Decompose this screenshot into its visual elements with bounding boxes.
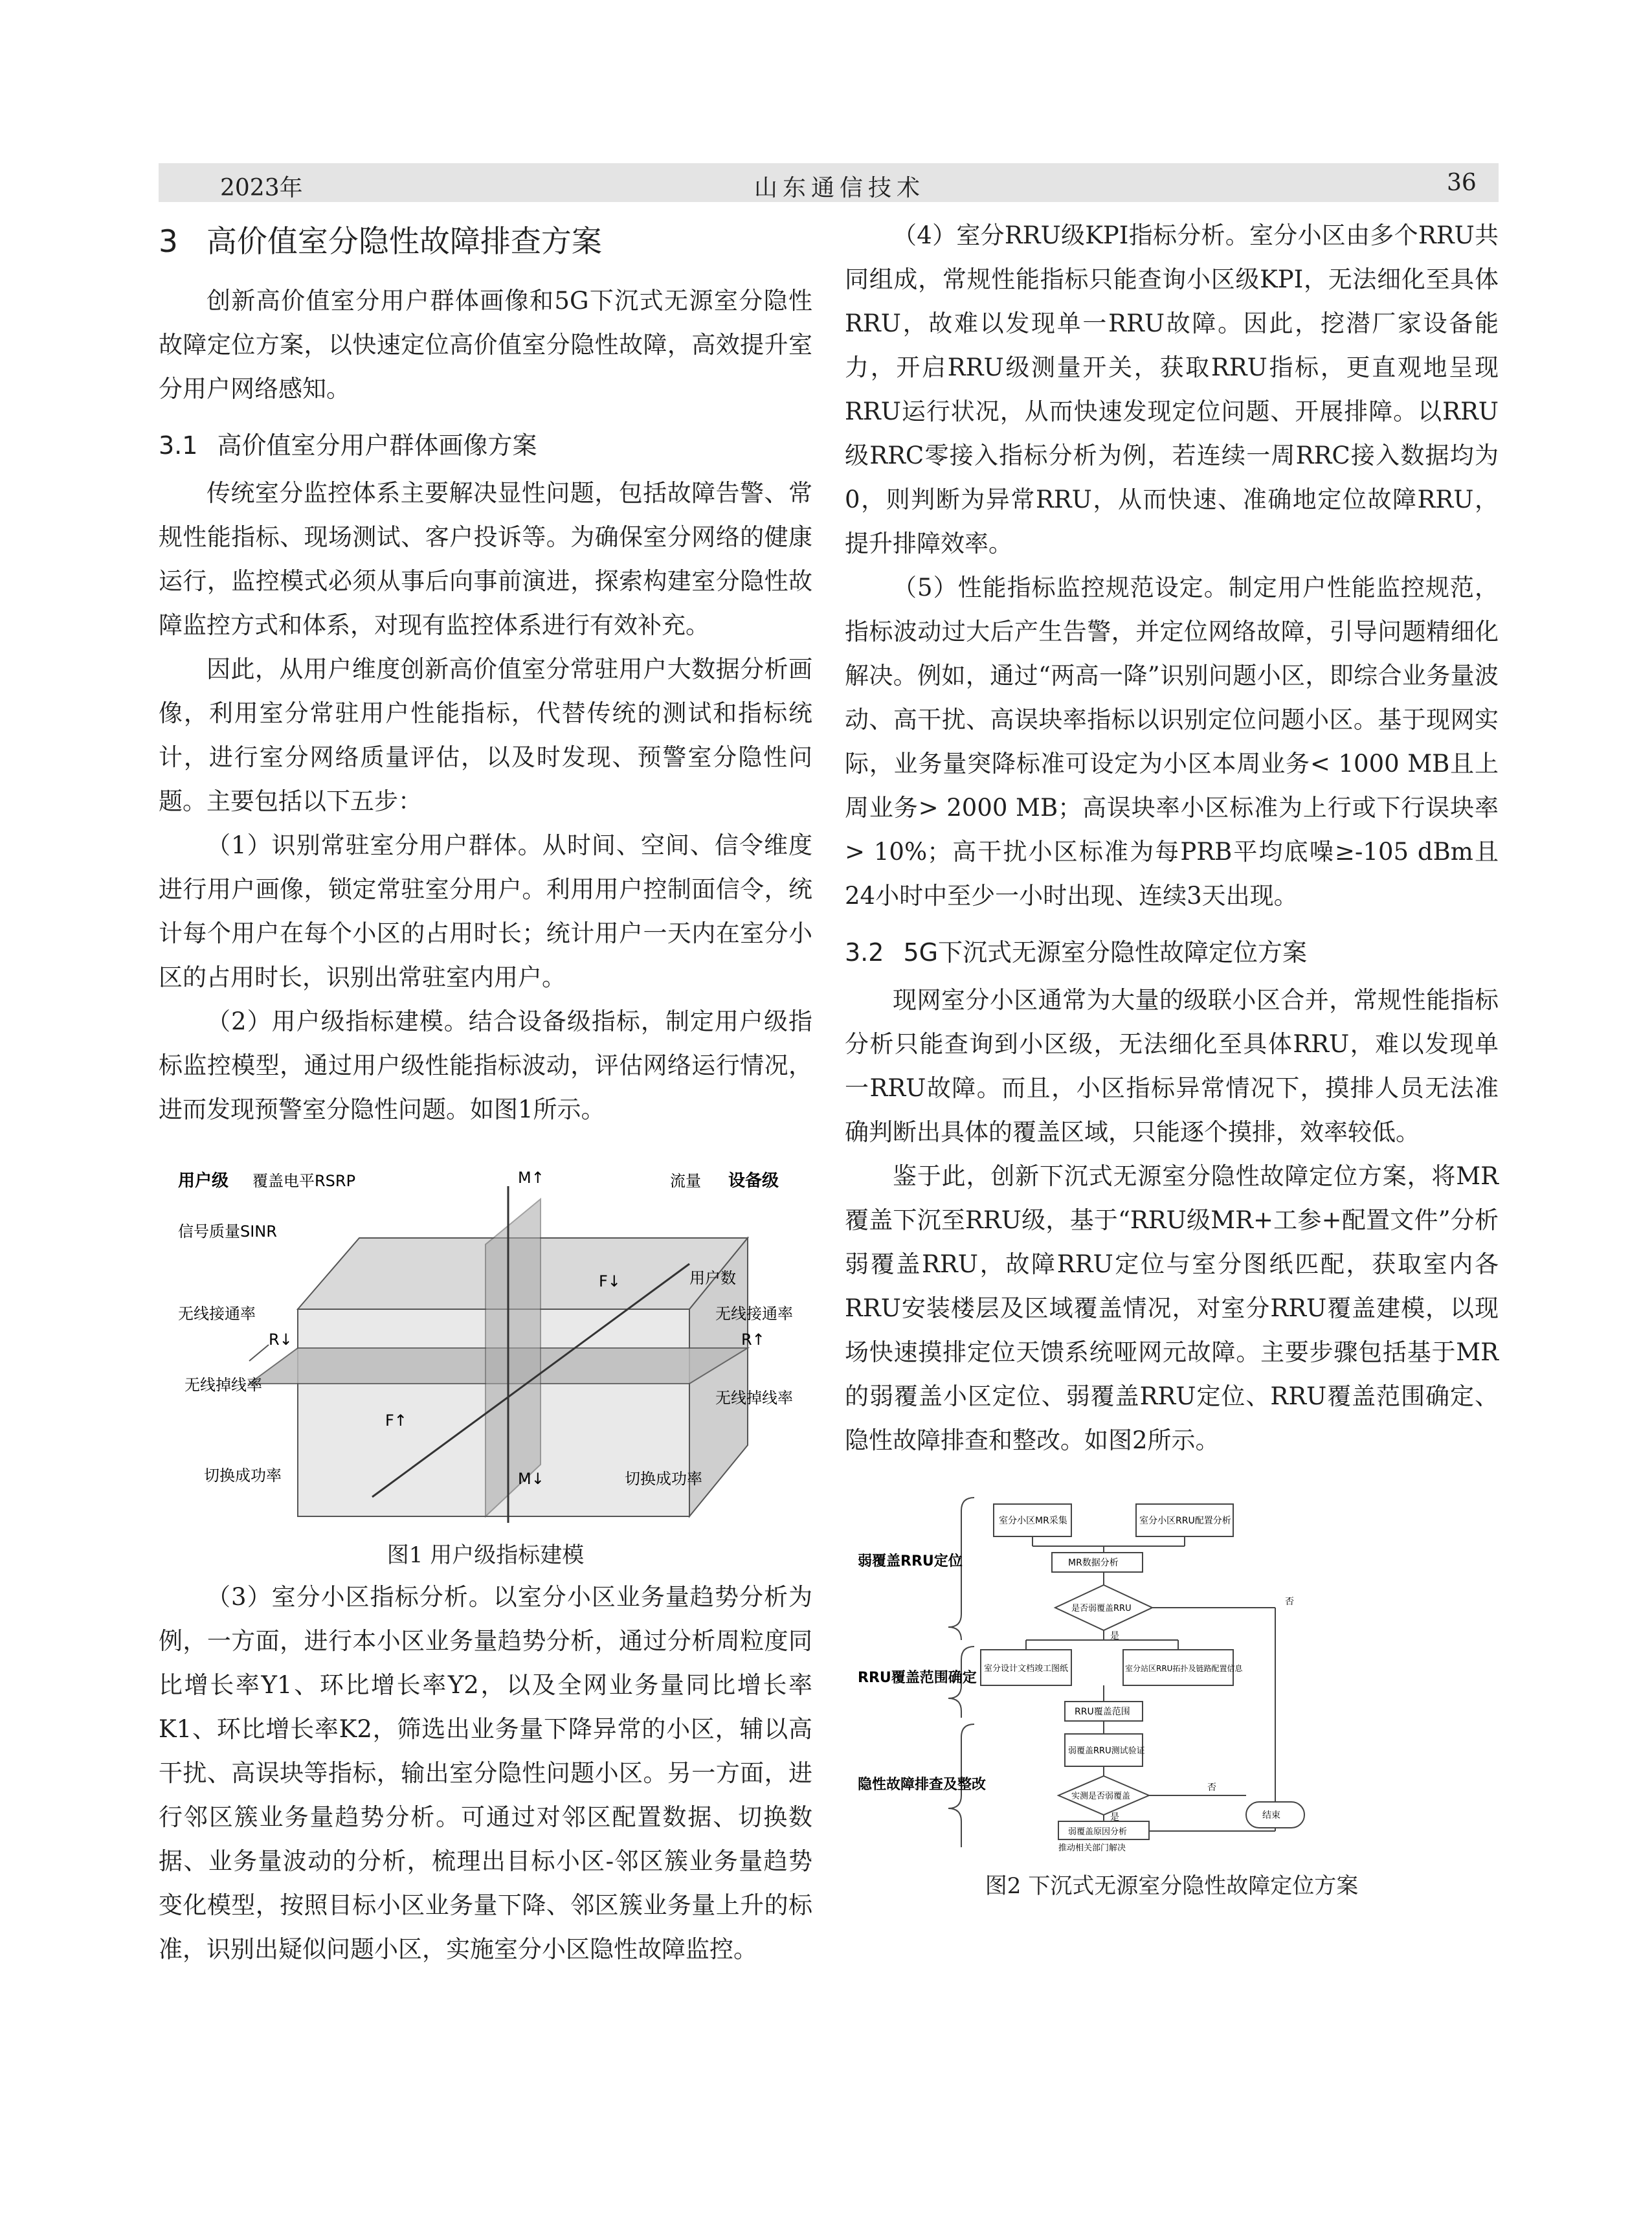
section-3-1-heading: 高价值室分用户群体画像方案	[217, 431, 537, 460]
paragraph-3-1-3: （1）识别常驻室分用户群体。从时间、空间、信令维度进行用户画像，锁定常驻室分用户。利用用户控制面信令，统计每个用户在每个小区的占用时长；统计用户一天内在室分小区的占用时长，识别出常驻室内用户。	[159, 831, 812, 991]
header-journal: 山东通信技术	[754, 175, 926, 201]
fig1-f-down: F↓	[599, 1272, 621, 1290]
fig1-users: 用户数	[689, 1269, 736, 1287]
figure-1-caption: 图1 用户级指标建模	[386, 1542, 585, 1568]
fig2-box-end: 结束	[1262, 1810, 1280, 1821]
left-column	[159, 214, 812, 1972]
fig2-yes-1: 是	[1110, 1631, 1119, 1641]
figure-1	[159, 1160, 812, 1569]
fig2-stage-3: 隐性故障排查及整改	[858, 1777, 987, 1793]
fig1-sinr: 信号质量SINR	[178, 1222, 277, 1241]
header-year: 2023年	[220, 175, 303, 201]
right-column	[845, 214, 1499, 1906]
figure-1-cube-diagram	[159, 1160, 812, 1523]
fig1-r-right: R↑	[741, 1331, 765, 1349]
header-page-number: 36	[1447, 170, 1477, 196]
figure-2-flowchart	[845, 1491, 1499, 1854]
paragraph-3-1-4: （2）用户级指标建模。结合设备级指标，制定用户级指标监控模型，通过用户级性能指标波动，评估网络运行情况，进而发现预警室分隐性问题。如图1所示。	[159, 1007, 812, 1123]
section-3-2-title	[845, 932, 1499, 968]
paragraph-3-2-1: 现网室分小区通常为大量的级联小区合并，常规性能指标分析只能查询到小区级，无法细化至具体RRU，难以发现单一RRU故障。而且，小区指标异常情况下，摸排人员无法准确判断出具体的覆盖区域，只能逐个摸排，效率较低。	[845, 986, 1499, 1146]
page-header	[159, 163, 1499, 202]
section-3-heading: 高价值室分隐性故障排查方案	[206, 224, 602, 260]
fig2-yes-2: 是	[1110, 1812, 1119, 1823]
fig1-r-left: R↓	[269, 1331, 293, 1349]
fig1-rsrp: 覆盖电平RSRP	[252, 1172, 356, 1190]
figure-2	[845, 1491, 1499, 1900]
fig1-ho-left: 切换成功率	[204, 1467, 282, 1485]
paragraph-3-1-6: （4）室分RRU级KPI指标分析。室分小区由多个RRU共同组成，常规性能指标只能查询小区级KPI，无法细化至具体RRU，故难以发现单一RRU故障。因此，挖潜厂家设备能力，开启RRU级测量开关，获取RRU指标，更直观地呈现RRU运行状况，从而快速发现定位问题、开展排障。以RRU级RRC零接入指标分析为例，若连续一周RRC接入数据均为0，则判断为异常RRU，从而快速、准确地定位故障RRU，提升排障效率。	[845, 221, 1499, 557]
fig2-no-1: 否	[1285, 1597, 1294, 1607]
fig1-traffic: 流量	[670, 1172, 701, 1190]
fig1-device-level: 设备级	[728, 1171, 779, 1191]
paragraph-3-1-5: （3）室分小区指标分析。以室分小区业务量趋势分析为例，一方面，进行本小区业务量趋势分析，通过分析周粒度同比增长率Y1、环比增长率Y2，以及全网业务量同比增长率K1、环比增长率K2，筛选出业务量下降异常的小区，辅以高干扰、高误块等指标，输出室分隐性问题小区。另一方面，进行邻区簇业务量趋势分析。可通过对邻区配置数据、切换数据、业务量波动的分析，梳理出目标小区-邻区簇业务量趋势变化模型，按照目标小区业务量下降、邻区簇业务量上升的标准，识别出疑似问题小区，实施室分小区隐性故障监控。	[159, 1583, 812, 1963]
section-3-title	[159, 218, 812, 261]
fig1-access-right: 无线接通率	[715, 1305, 793, 1323]
paragraph-3-2-2: 鉴于此，创新下沉式无源室分隐性故障定位方案，将MR覆盖下沉至RRU级，基于“RRU级MR+工参+配置文件”分析弱覆盖RRU，故障RRU定位与室分图纸匹配，获取室内各RRU安装楼层及区域覆盖情况，对室分RRU覆盖建模，以现场快速摸排定位天馈系统哑网元故障。主要步骤包括基于MR的弱覆盖小区定位、弱覆盖RRU定位、RRU覆盖范围确定、隐性故障排查和整改。如图2所示。	[845, 1162, 1499, 1454]
fig1-user-level: 用户级	[178, 1171, 229, 1191]
fig2-box-mr-analysis: MR数据分析	[1068, 1558, 1119, 1568]
fig2-box-mr-collect: 室分小区MR采集	[999, 1516, 1067, 1526]
figure-2-caption: 图2 下沉式无源室分隐性故障定位方案	[985, 1873, 1359, 1899]
fig1-m-up: M↑	[518, 1169, 544, 1187]
fig1-m-down: M↓	[518, 1470, 544, 1488]
fig1-drop-left: 无线掉线率	[184, 1376, 262, 1394]
paragraph-3-1-1: 传统室分监控体系主要解决显性问题，包括故障告警、常规性能指标、现场测试、客户投诉等。为确保室分网络的健康运行，监控模式必须从事后向事前演进，探索构建室分隐性故障监控方式和体系，对现有监控体系进行有效补充。	[159, 479, 812, 639]
section-3-intro: 创新高价值室分用户群体画像和5G下沉式无源室分隐性故障定位方案，以快速定位高价值室分隐性故障，高效提升室分用户网络感知。	[159, 287, 812, 403]
fig1-drop-right: 无线掉线率	[715, 1389, 793, 1407]
fig2-box-design-docs: 室分设计文档竣工图纸	[984, 1664, 1069, 1674]
section-3-2-heading: 5G下沉式无源室分隐性故障定位方案	[903, 938, 1308, 967]
fig2-no-2: 否	[1207, 1782, 1216, 1793]
section-3-number: 3	[159, 224, 178, 260]
paragraph-3-1-7: （5）性能指标监控规范设定。制定用户性能监控规范，指标波动过大后产生告警，并定位网络故障，引导问题精细化解决。例如，通过“两高一降”识别问题小区，即综合业务量波动、高干扰、高误块率指标以识别定位问题小区。基于现网实际，业务量突降标准可设定为小区本周业务< 1000 MB且上周业务> 2000 MB；高误块率小区标准为上行或下行误块率> 10%；高干扰小区标准为每PRB平均底噪≥-105 dBm且24小时中至少一小时出现、连续3天出现。	[845, 574, 1499, 910]
fig2-stage-2: RRU覆盖范围确定	[858, 1670, 977, 1686]
fig2-box-weak-test: 弱覆盖RRU测试验证	[1068, 1746, 1145, 1756]
fig2-box-rru-config: 室分小区RRU配置分析	[1139, 1516, 1231, 1526]
fig1-ho-right: 切换成功率	[625, 1470, 702, 1488]
fig2-box-cause: 弱覆盖原因分析	[1068, 1827, 1128, 1837]
fig1-f-up: F↑	[385, 1411, 407, 1430]
fig1-access-left: 无线接通率	[178, 1305, 256, 1323]
paragraph-3-1-2: 因此，从用户维度创新高价值室分常驻用户大数据分析画像，利用室分常驻用户性能指标，代替传统的测试和指标统计，进行室分网络质量评估，以及时发现、预警室分隐性问题。主要包括以下五步：	[159, 655, 812, 815]
fig2-box-dept-solve: 推动相关部门解决	[1058, 1843, 1126, 1853]
section-3-1-title	[159, 425, 812, 461]
fig2-stage-1: 弱覆盖RRU定位	[858, 1553, 963, 1569]
fig2-box-rru-range: RRU覆盖范围	[1075, 1707, 1130, 1717]
fig2-decision-weak: 是否弱覆盖RRU	[1071, 1604, 1132, 1613]
fig2-decision-real: 实测是否弱覆盖	[1071, 1792, 1131, 1801]
section-3-1-number: 3.1	[159, 431, 198, 460]
fig2-box-rru-topology: 室分站区RRU拓扑及链路配置信息	[1125, 1664, 1243, 1673]
section-3-2-number: 3.2	[845, 938, 884, 967]
